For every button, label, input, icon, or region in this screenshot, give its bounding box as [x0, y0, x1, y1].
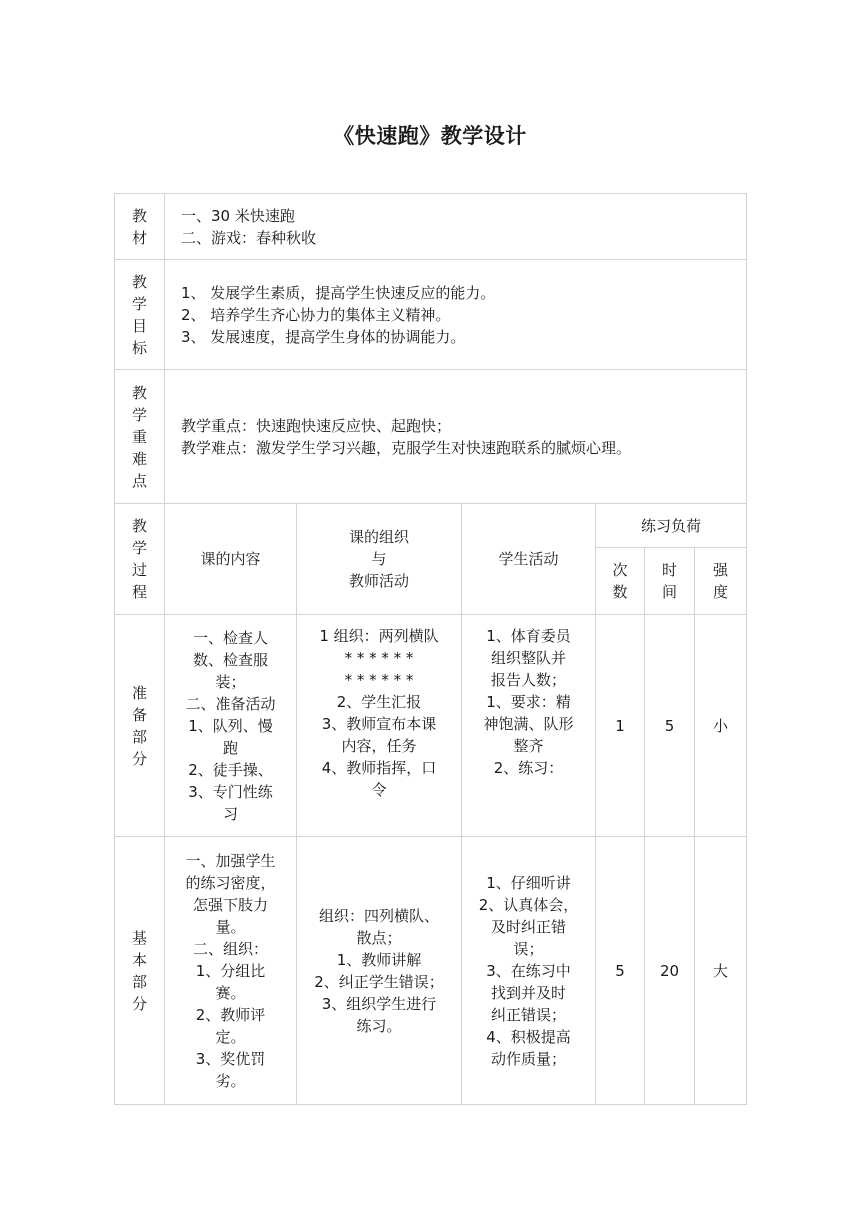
- material-row: [115, 194, 747, 260]
- header-intensity: 强 度: [695, 548, 747, 615]
- keypoints-content: [165, 370, 747, 504]
- main-duration: 20: [645, 837, 695, 1105]
- main-times: 5: [596, 837, 645, 1105]
- main-section-label: 基 本 部 分: [115, 837, 165, 1105]
- prep-duration: 5: [645, 615, 695, 837]
- main-content: 一、加强学生 的练习密度， 怎强下肢力 量。 二、组织： 1、分组比 赛。 2、教师评 定。 3、奖优罚 劣。: [165, 837, 297, 1105]
- goal-line: 3、 发展速度，提高学生身体的协调能力。: [181, 327, 466, 346]
- prep-section-label: 准 备 部 分: [115, 615, 165, 837]
- material-label: 教 材: [115, 194, 165, 260]
- header-practice-load: 练习负荷: [596, 504, 747, 548]
- goal-line: 1、 发展学生素质，提高学生快速反应的能力。: [181, 283, 496, 302]
- header-organization: 课的组织 与 教师活动: [297, 504, 462, 615]
- document-title: 《快速跑》教学设计: [333, 124, 527, 148]
- keypoint-line: 教学重点：快速跑快速反应快、起跑快；: [181, 416, 452, 435]
- prep-section-row: [115, 615, 747, 837]
- prep-times: 1: [596, 615, 645, 837]
- main-student-activity: 1、仔细听讲 2、认真体会， 及时纠正错 误； 3、在练习中 找到并及时 纠正错误； 4、积极提高 动作质量；: [462, 837, 596, 1105]
- prep-intensity: 小: [695, 615, 747, 837]
- goals-label: 教 学 目 标: [115, 260, 165, 370]
- keypoints-label: 教 学 重 难 点: [115, 370, 165, 504]
- material-content: [165, 194, 747, 260]
- goal-line: 2、 培养学生齐心协力的集体主义精神。: [181, 305, 451, 324]
- process-label: 教 学 过 程: [115, 504, 165, 615]
- keypoints-row: [115, 370, 747, 504]
- goals-content: [165, 260, 747, 370]
- goals-row: [115, 260, 747, 370]
- header-content: 课的内容: [165, 504, 297, 615]
- material-line: 一、30 米快速跑: [181, 206, 295, 225]
- main-section-row: [115, 837, 747, 1105]
- header-times: 次 数: [596, 548, 645, 615]
- prep-organization: 1 组织：两列横队 * * * * * * * * * * * * 2、学生汇报 3、教师宣布本课 内容，任务 4、教师指挥，口 令: [297, 615, 462, 837]
- header-student-activity: 学生活动: [462, 504, 596, 615]
- keypoint-line: 教学难点：激发学生学习兴趣，克服学生对快速跑联系的腻烦心理。: [181, 438, 632, 457]
- main-organization: 组织：四列横队、 散点； 1、教师讲解 2、纠正学生错误； 3、组织学生进行 练习。: [297, 837, 462, 1105]
- prep-content: 一、检查人 数、检查服 装； 二、准备活动 1、队列、慢 跑 2、徒手操、 3、专门性练 习: [165, 615, 297, 837]
- process-header-row: [115, 504, 747, 548]
- main-intensity: 大: [695, 837, 747, 1105]
- header-duration: 时 间: [645, 548, 695, 615]
- lesson-plan-table: [114, 193, 747, 1105]
- prep-student-activity: 1、体育委员 组织整队并 报告人数； 1、要求：精 神饱满、队形 整齐 2、练习：: [462, 615, 596, 837]
- material-line: 二、游戏：春种秋收: [181, 228, 317, 247]
